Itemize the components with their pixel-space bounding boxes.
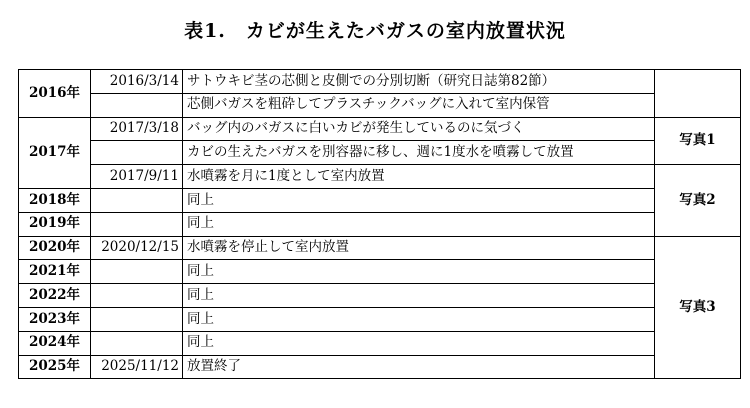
photo-cell-empty	[655, 70, 741, 118]
description-cell: 水噴霧を月に1度として室内放置	[183, 165, 655, 189]
date-cell	[91, 331, 183, 355]
photo-cell-2: 写真2	[655, 165, 741, 236]
table-row	[19, 141, 741, 165]
description-cell: 同上	[183, 212, 655, 236]
year-cell: 2024年	[19, 331, 91, 355]
date-cell	[91, 141, 183, 165]
table-row	[19, 355, 741, 379]
table-row	[19, 93, 741, 117]
year-cell: 2016年	[19, 70, 91, 118]
year-cell: 2021年	[19, 260, 91, 284]
description-cell: 水噴霧を停止して室内放置	[183, 236, 655, 260]
table-row	[19, 236, 741, 260]
date-cell	[91, 212, 183, 236]
description-cell: バッグ内のバガスに白いカビが発生しているのに気づく	[183, 117, 655, 141]
description-cell: 同上	[183, 188, 655, 212]
photo-cell-3: 写真3	[655, 236, 741, 379]
table-row	[19, 212, 741, 236]
table-row	[19, 284, 741, 308]
year-cell: 2020年	[19, 236, 91, 260]
description-cell: 放置終了	[183, 355, 655, 379]
year-cell: 2025年	[19, 355, 91, 379]
description-cell: 同上	[183, 284, 655, 308]
description-cell: サトウキビ茎の芯側と皮側での分別切断（研究日誌第82節）	[183, 70, 655, 94]
status-table	[18, 69, 741, 379]
description-cell: カビの生えたバガスを別容器に移し、週に1度水を噴霧して放置	[183, 141, 655, 165]
table-row	[19, 117, 741, 141]
description-cell: 同上	[183, 260, 655, 284]
description-cell: 芯側バガスを粗砕してプラスチックバッグに入れて室内保管	[183, 93, 655, 117]
photo-cell-1: 写真1	[655, 117, 741, 165]
table-title: 表1. カビが生えたバガスの室内放置状況	[184, 20, 566, 42]
table-row	[19, 260, 741, 284]
description-cell: 同上	[183, 307, 655, 331]
date-cell: 2016/3/14	[91, 70, 183, 94]
table-row	[19, 188, 741, 212]
year-cell: 2023年	[19, 307, 91, 331]
date-cell: 2017/9/11	[91, 165, 183, 189]
date-cell	[91, 260, 183, 284]
date-cell	[91, 284, 183, 308]
description-cell: 同上	[183, 331, 655, 355]
table-row	[19, 331, 741, 355]
date-cell: 2020/12/15	[91, 236, 183, 260]
date-cell	[91, 93, 183, 117]
date-cell	[91, 188, 183, 212]
year-cell: 2017年	[19, 117, 91, 188]
year-cell: 2019年	[19, 212, 91, 236]
date-cell	[91, 307, 183, 331]
table-row	[19, 307, 741, 331]
date-cell: 2025/11/12	[91, 355, 183, 379]
table-row	[19, 165, 741, 189]
year-cell: 2018年	[19, 188, 91, 212]
date-cell: 2017/3/18	[91, 117, 183, 141]
table-row	[19, 70, 741, 94]
year-cell: 2022年	[19, 284, 91, 308]
